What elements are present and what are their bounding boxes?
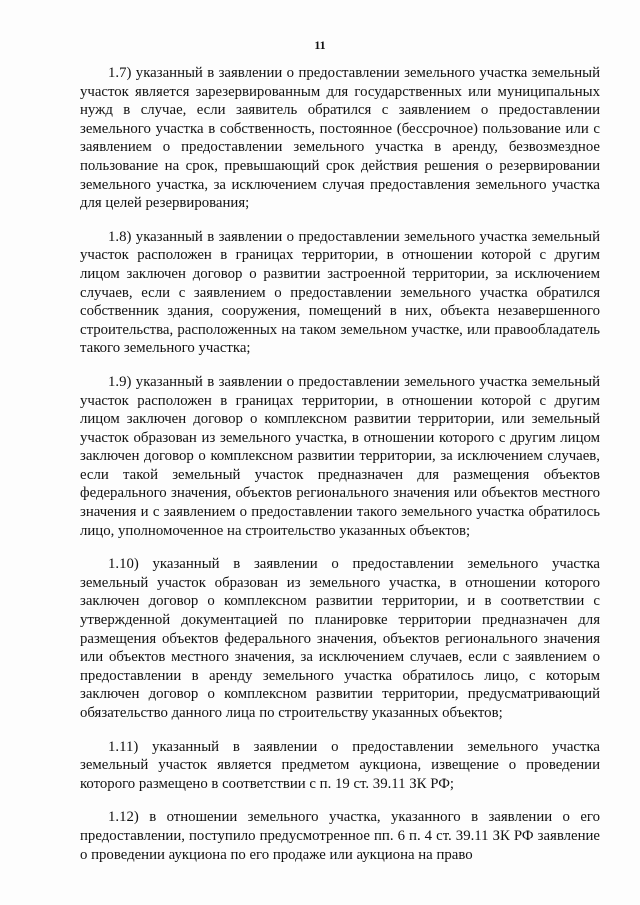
paragraph-1-11: 1.11) указанный в заявлении о предоставлении земельного участка земельный участок является предметом аукциона, извещение о проведении которого размещено в соответствии с п. 19 ст. 39.11 ЗК РФ; [80, 738, 600, 792]
paragraph-1-9: 1.9) указанный в заявлении о предоставлении земельного участка земельный участок расположен в границах территории, в отношении которой с другим лицом заключен договор о комплексном развитии территории, или земельный участок образован из земельного участка, в отношении которого с другим лицом заключен договор о комплексном развитии территории, за исключением случаев, если такой земельный участок предназначен для размещения объектов федерального значения, объектов регионального значения или объектов местного значения и с заявлением о предоставлении такого земельного участка обратилось лицо, уполномоченное на строительство указанных объектов; [80, 373, 600, 539]
page-number: 11 [314, 38, 326, 52]
paragraph-1-12: 1.12) в отношении земельного участка, указанного в заявлении о его предоставлении, поступило предусмотренное пп. 6 п. 4 ст. 39.11 ЗК РФ заявление о проведении аукциона по его продаже или аукциона на право [80, 809, 600, 863]
paragraph-1-7: 1.7) указанный в заявлении о предоставлении земельного участка земельный участок является зарезервированным для государственных или муниципальных нужд в случае, если заявитель обратился с заявлением о предоставлении земельного участка в собственность, постоянное (бессрочное) пользование или с заявлением о предоставлении земельного участка в аренду, безвозмездное пользование на срок, превышающий срок действия решения о резервировании земельного участка, за исключением случая предоставления земельного участка для целей резервирования; [80, 65, 600, 212]
document-body [80, 64, 600, 879]
paragraph-1-8: 1.8) указанный в заявлении о предоставлении земельного участка земельный участок расположен в границах территории, в отношении которой с другим лицом заключен договор о развитии застроенной территории, за исключением случаев, если с заявлением о предоставлении земельного участка обратился собственник здания, сооружения, помещений в них, объекта незавершенного строительства, расположенных на таком земельном участке, или правообладатель такого земельного участка; [80, 228, 600, 357]
paragraph-1-10: 1.10) указанный в заявлении о предоставлении земельного участка земельный участок образован из земельного участка, в отношении которого заключен договор о комплексном развитии территории, и в соответствии с утвержденной документацией по планировке территории предназначен для размещения объектов федерального значения, объектов регионального значения или объектов местного значения, за исключением случаев, если с заявлением о предоставлении в аренду земельного участка обратилось лицо, с которым заключен договор о комплексном развитии территории, предусматривающий обязательство данного лица по строительству указанных объектов; [80, 556, 600, 721]
